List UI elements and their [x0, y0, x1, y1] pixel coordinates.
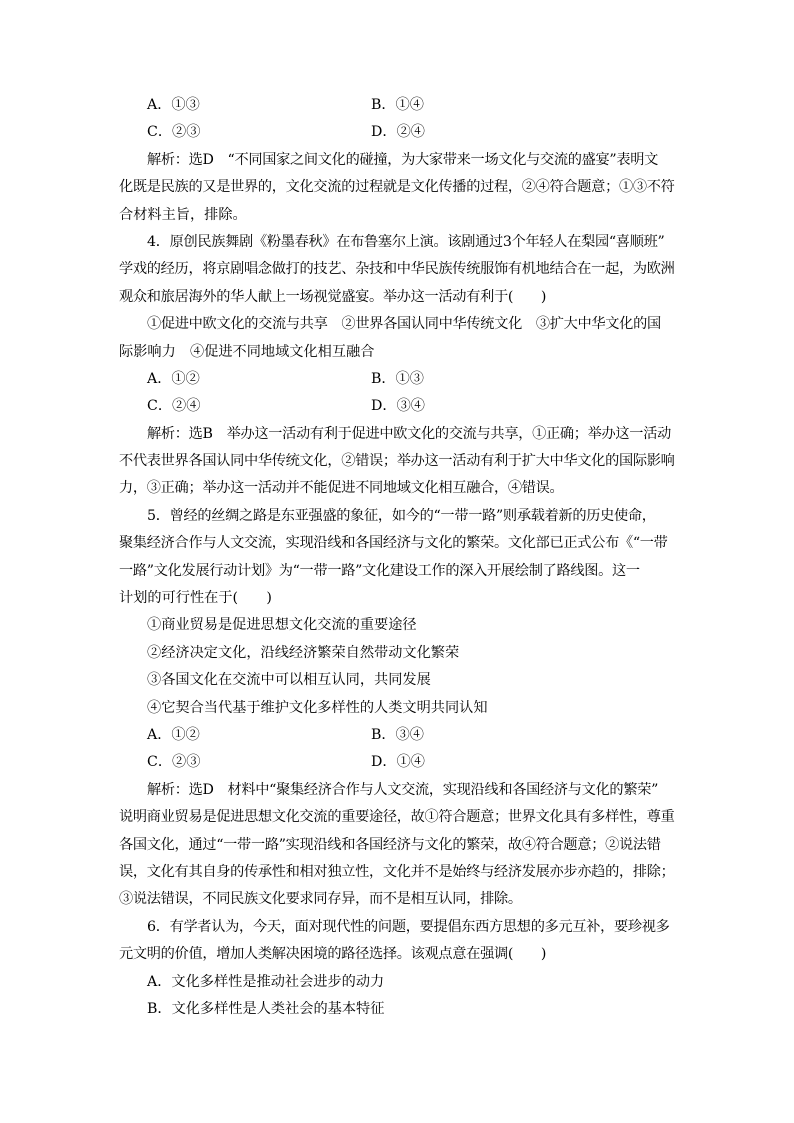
option-row: [119, 119, 679, 146]
option-c: C．②③: [147, 124, 201, 141]
option-a: A．①③: [147, 97, 200, 113]
option-row: [119, 722, 679, 749]
analysis-line: 各国文化，通过“一带一路”实现沿线和各国经济与文化的繁荣，故④符合题意；②说法错: [119, 836, 661, 853]
question-stem: 6．有学者认为，今天，面对现代性的问题，要提倡东西方思想的多元互补，要珍视多: [147, 918, 670, 935]
option-a: A．①②: [147, 370, 200, 387]
statement-line: ①商业贸易是促进思想文化交流的重要途径: [147, 617, 417, 634]
option-c: C．②③: [147, 754, 201, 771]
option-d: D．③④: [371, 398, 425, 415]
option-row: [119, 393, 679, 420]
analysis-line: 解析：选D “不同国家之间文化的碰撞，为大家带来一场文化与交流的盛宴”表明文: [147, 151, 659, 168]
question-stem: 观众和旅居海外的华人献上一场视觉盛宴。举办这一活动有利于( ): [119, 288, 547, 305]
option-b: B．文化多样性是人类社会的基本特征: [147, 1000, 385, 1017]
question-stem: 学戏的经历，将京剧唱念做打的技艺、杂技和中华民族传统服饰有机地结合在一起，为欧洲: [119, 261, 675, 278]
option-c: C．②④: [147, 398, 201, 415]
option-d: D．②④: [371, 124, 425, 141]
question-stem: 4．原创民族舞剧《粉墨春秋》在布鲁塞尔上演。该剧通过3个年轻人在梨园“喜顺班”: [147, 233, 665, 250]
option-row: [119, 749, 679, 776]
analysis-line: 解析：选B 举办这一活动有利于促进中欧文化的交流与共享，①正确；举办这一活动: [147, 425, 671, 442]
option-b: B．①④: [371, 97, 424, 113]
statement-line: ③各国文化在交流中可以相互认同，共同发展: [147, 672, 431, 689]
statement-line: ④它契合当代基于维护文化多样性的人类文明共同认知: [147, 699, 488, 716]
analysis-line: 解析：选D 材料中“聚集经济合作与人文交流，实现沿线和各国经济与文化的繁荣”: [147, 781, 659, 798]
option-b: B．①③: [371, 370, 424, 387]
analysis-line: 说明商业贸易是促进思想文化交流的重要途径，故①符合题意；世界文化具有多样性，尊重: [119, 809, 675, 826]
statement-line: ①促进中欧文化的交流与共享 ②世界各国认同中华传统文化 ③扩大中华文化的国: [147, 316, 661, 333]
option-a: A．①②: [147, 726, 200, 743]
analysis-line: 误，文化有其自身的传承性和相对独立性，文化并不是始终与经济发展亦步亦趋的，排除；: [119, 863, 675, 880]
question-stem: 一路”文化发展行动计划》为“一带一路”文化建设工作的深入开展绘制了路线图。这一: [119, 562, 640, 579]
statement-line: ②经济决定文化，沿线经济繁荣自然带动文化繁荣: [147, 644, 460, 661]
analysis-line: 合材料主旨，排除。: [119, 206, 247, 223]
option-row: [119, 92, 679, 119]
statement-line: 际影响力 ④促进不同地域文化相互融合: [119, 343, 375, 360]
option-d: D．①④: [371, 754, 425, 771]
analysis-line: ③说法错误，不同民族文化要求同存异，而不是相互认同，排除。: [119, 891, 522, 908]
document-page: [119, 92, 679, 1023]
option-b: B．③④: [371, 726, 424, 743]
question-stem: 聚集经济合作与人文交流，实现沿线和各国经济与文化的繁荣。文化部已正式公布《“一带: [119, 535, 668, 552]
analysis-line: 不代表世界各国认同中华传统文化，②错误；举办这一活动有利于扩大中华文化的国际影响: [119, 453, 675, 470]
option-row: [119, 366, 679, 393]
option-a: A．文化多样性是推动社会进步的动力: [147, 973, 385, 990]
question-stem: 计划的可行性在于( ): [119, 590, 272, 607]
question-stem: 5．曾经的丝绸之路是东亚强盛的象征，如今的“一带一路”则承载着新的历史使命，: [147, 507, 656, 524]
analysis-line: 化既是民族的又是世界的，文化交流的过程就是文化传播的过程，②④符合题意；①③不符: [119, 179, 675, 196]
analysis-line: 力，③正确；举办这一活动并不能促进不同地域文化相互融合，④错误。: [119, 480, 564, 497]
question-stem: 元文明的价值，增加人类解决困境的路径选择。该观点意在强调( ): [119, 946, 547, 963]
